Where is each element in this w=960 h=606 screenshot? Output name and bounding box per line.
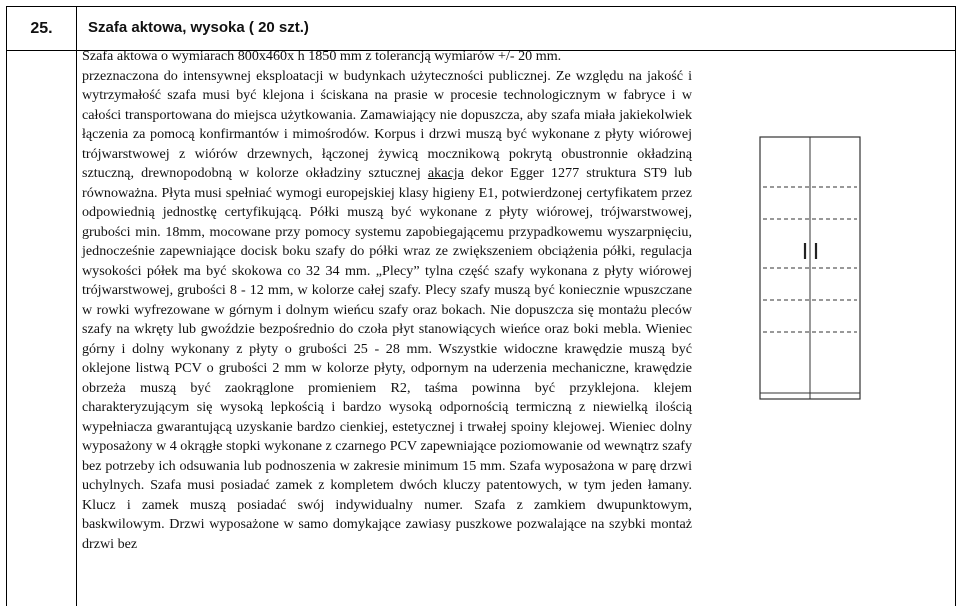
item-header-cell: [77, 7, 955, 51]
description-part-1: przeznaczona do intensywnej eksploatacji w budynkach użyteczności publicznej. Ze względu na jakość i wytrzymałość szafa musi być klejona i ściskana na prasie w procesie technologicznym w fabryce i w całości transportowana do miejsca użytkowania. Zamawiający nie dopuszcza, aby szafa miała jakiekolwiek łączenia za pomocą konfirmantów i mimośrodów. Korpus i drzwi muszą być wykonane z płyty wiórowej trójwarstwowej z wiórów drzewnych, łączonej żywicą mocznikową pokrytą obustronnie okładziną sztuczną, drewnopodobną w kolorze okładziny sztucznej: [82, 67, 692, 181]
item-title: Szafa aktowa, wysoka ( 20 szt.): [88, 19, 309, 36]
specification-text: [82, 47, 692, 554]
cabinet-drawing: [750, 135, 950, 405]
item-number: 25.: [30, 19, 53, 37]
description-underlined: akacja: [427, 165, 464, 181]
description-part-2: dekor Egger 1277 struktura ST9 lub równoważna. Płyta musi spełniać wymogi europejskiej klasy higieny E1, potwierdzonej certyfikatem przez odpowiednią jednostkę certyfikującą. Półki muszą być wykonane z płyty wiórowej, trójwarstwowej, grubości min. 18mm, mocowane przy pomocy systemu zapobiegającemu przypadkowemu wyszarpnięciu, jednocześnie zapewniające docisk boku szafy do półki wraz ze zwiększeniem obciążenia półki, regulacja wysokości półek ma być skokowa co 32 34 mm. „Plecy” tylna część szafy wykonana z płyty wiórowej trójwarstwowej, grubości 8 - 12 mm, w kolorze całej szafy. Plecy szafy muszą być koniecznie wpuszczane w rowki wyfrezowane w górnym i dolnym wieńcu szafy oraz bokach. Nie dopuszcza się montażu pleców szafy na wkręty lub gwoździe bezpośrednio do czoła płyt stanowiących wieńce oraz boki mebla. Wieniec górny i dolny wykonany z płyty o grubości 25 - 28 mm. Wszystkie widoczne krawędzie muszą być oklejone listwą PCV o grubości 2 mm w kolorze płyty, odpornym na uderzenia mechaniczne, krawędzie obrzeża muszą być zaokrąglone promieniem R2, taśma powinna być przyklejona. klejem charakteryzującym się wysoką lepkością i bardzo wysoką odpornością termiczną z niewielką ilością wypełniacza gwarantującą uzyskanie bardzo cienkiej, estetycznej i trwałej spoiny klejowej. Wieniec dolny wyposażony w 4 okrągłe stopki wykonane z czarnego PCV zapewniające poziomowanie od wewnątrz szafy bez potrzeby ich odsuwania lub podnoszenia w zakresie minimum 15 mm. Szafa wyposażona w parę drzwi uchylnych. Szafa musi posiadać zamek z kompletem dwóch kluczy patentowych, w tym jeden łamany. Klucz i zamek muszą posiadać swój indywidualny numer. Szafa z zamkiem dwupunktowym, baskwilowym. Drzwi wyposażone w samo domykające zawiasy puszkowe pozwalające na szybki montaż drzwi bez: [82, 165, 693, 552]
item-number-cell: [7, 7, 77, 51]
dimensions-paragraph: Szafa aktowa o wymiarach 800x460x h 1850 mm z tolerancją wymiarów +/- 20 mm.: [82, 48, 562, 64]
item-number-column: [7, 51, 77, 606]
description-paragraph: [82, 67, 692, 555]
